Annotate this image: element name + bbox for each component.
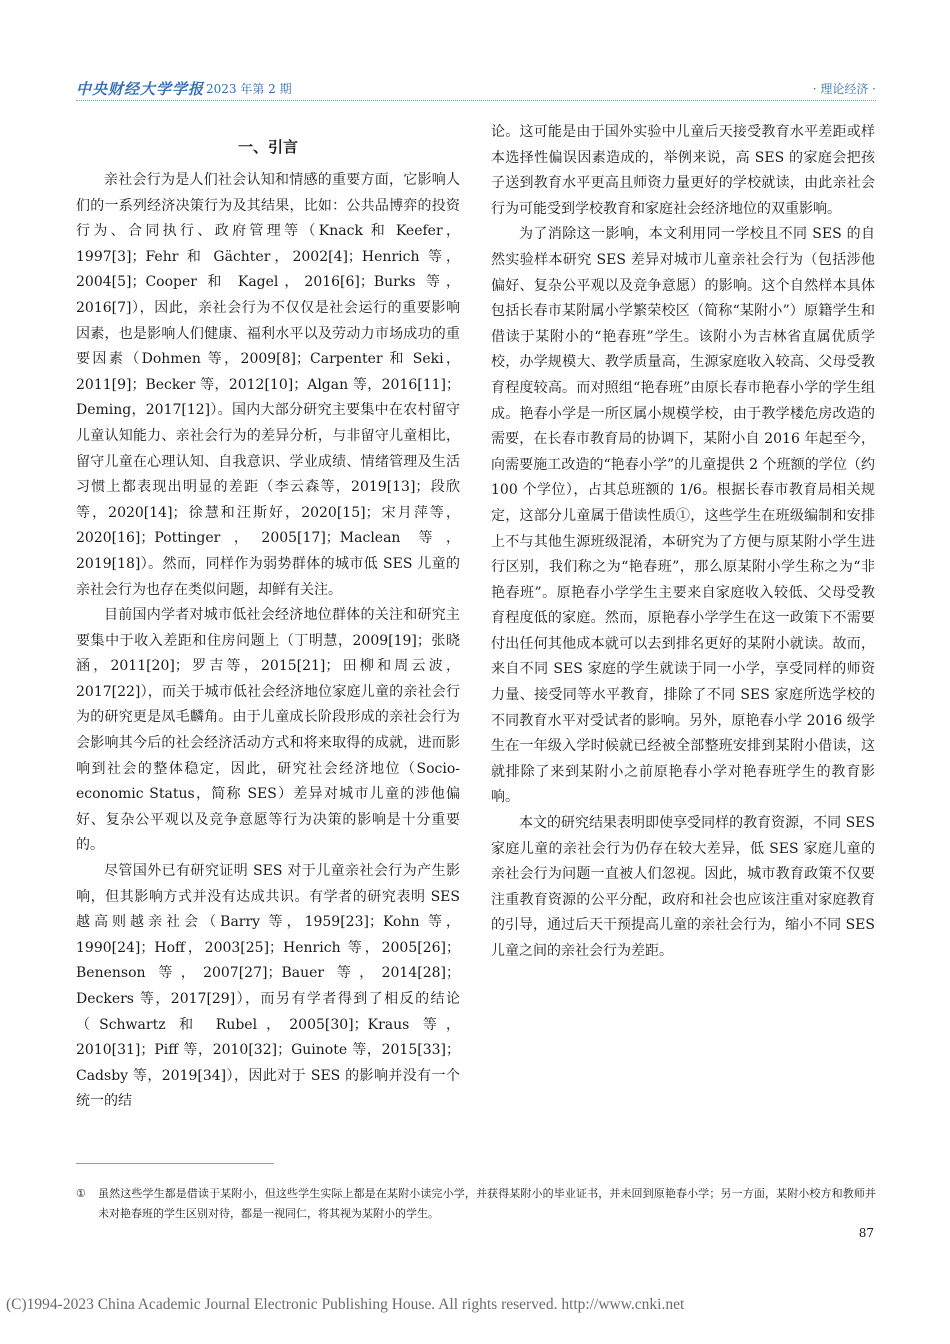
copyright-line: (C)1994-2023 China Academic Journal Electronic Publishing House. All rights reserved. http://www.cnki.net — [6, 1296, 685, 1313]
running-header — [76, 78, 876, 96]
footnote-rule — [76, 1163, 274, 1164]
left-column — [76, 120, 460, 1115]
paragraph: 尽管国外已有研究证明 SES 对于儿童亲社会行为产生影响，但其影响方式并没有达成共识。有学者的研究表明 SES 越高则越亲社会（Barry 等，1959[23]；Kohn 等，1990[24]；Hoff，2003[25]；Henrich 等，2005[26]；Benenson 等，2007[27]；Bauer 等，2014[28]；Deckers 等，2017[29]），而另有学者得到了相反的结论（Schwartz 和 Rubel，2005[30]；Kraus 等，2010[31]；Piff 等，2010[32]；Guinote 等，2015[33]；Cadsby 等，2019[34]），因此对于 SES 的影响并没有一个统一的结 — [76, 863, 460, 1110]
header-rule — [76, 100, 876, 101]
paragraph: 为了消除这一影响，本文利用同一学校且不同 SES 的自然实验样本研究 SES 差异对城市儿童亲社会行为（包括涉他偏好、复杂公平观以及竞争意愿）的影响。这个自然样本具体包括长春市某附属小学繁荣校区（简称“某附小”）原籍学生和借读于某附小的“艳春班”学生。该附小为吉林省直属优质学校，办学规模大、教学质量高，生源家庭收入较高、父母受教育程度较高。而对照组“艳春班”由原长春市艳春小学的学生组成。艳春小学是一所区属小规模学校，由于教学楼危房改造的需要，在长春市教育局的协调下，某附小自 2016 年起至今，向需要施工改造的“艳春小学”的儿童提供 2 个班额的学位（约 100 个学位），占其总班额的 1/6。根据长春市教育局相关规定，这部分儿童属于借读性质①，这些学生在班级编制和安排上不与其他生源班级混淆，本研究为了方便与原某附小学生进行区别，我们称之为“艳春班”，那么原某附小学生称之为“非艳春班”。原艳春小学学生主要来自家庭收入较低、父母受教育程度低的家庭。然而，原艳春小学学生在这一政策下不需要付出任何其他成本就可以去到排名更好的某附小就读。故而，来自不同 SES 家庭的学生就读于同一小学，享受同样的师资力量、接受同等水平教育，排除了不同 SES 家庭所选学校的不同教育水平对受试者的影响。另外，原艳春小学 2016 级学生在一年级入学时候就已经被全部整班安排到某附小借读，这就排除了来到某附小之前原艳春小学对艳春班学生的教育影响。 — [491, 226, 875, 806]
section-title: 一、引言 — [237, 138, 298, 156]
page-number: 87 — [858, 1226, 874, 1240]
journal-name: 中央财经大学学报 — [76, 80, 205, 98]
paragraph-continuation: 论。这可能是由于国外实验中儿童后天接受教育水平差距或样本选择性偏误因素造成的，举例来说，高 SES 的家庭会把孩子送到教育水平更高且师资力量更好的学校就读，由此亲社会行为可能受到学校教育和家庭社会经济地位的双重影响。 — [491, 124, 875, 217]
right-column — [491, 120, 875, 965]
section-tag: · 理论经济 · — [812, 82, 876, 96]
footnote-text: 虽然这些学生都是借读于某附小，但这些学生实际上都是在某附小读完小学，并获得某附小的毕业证书，并未回到原艳春小学；另一方面，某附小校方和教师并未对艳春班的学生区别对待，都是一视同仁，将其视为某附小的学生。 — [98, 1187, 876, 1220]
footnote-mark: ① — [76, 1187, 86, 1200]
paragraph: 本文的研究结果表明即使享受同样的教育资源，不同 SES 家庭儿童的亲社会行为仍存在较大差异，低 SES 家庭儿童的亲社会行为问题一直被人们忽视。因此，城市教育政策不仅要注重教育资源的公平分配，政府和社会也应该注重对家庭教育的引导，通过后天干预提高儿童的亲社会行为，缩小不同 SES 儿童之间的亲社会行为差距。 — [491, 815, 875, 959]
paragraph: 目前国内学者对城市低社会经济地位群体的关注和研究主要集中于收入差距和住房问题上（丁明慧，2009[19]；张晓涵，2011[20]；罗吉等，2015[21]；田柳和周云波，2017[22]），而关于城市低社会经济地位家庭儿童的亲社会行为的研究更是凤毛麟角。由于儿童成长阶段形成的亲社会行为会影响其今后的社会经济活动方式和将来取得的成就，进而影响到社会的整体稳定，因此，研究社会经济地位（Socio-economic Status，简称 SES）差异对城市儿童的涉他偏好、复杂公平观以及竞争意愿等行为决策的影响是十分重要的。 — [76, 607, 460, 854]
issue-label: 2023 年第 2 期 — [206, 82, 292, 96]
footnote — [76, 1184, 876, 1224]
paragraph: 亲社会行为是人们社会认知和情感的重要方面，它影响人们的一系列经济决策行为及其结果，比如：公共品博弈的投资行为、合同执行、政府管理等（Knack 和 Keefer，1997[3]；Fehr 和 Gächter，2002[4]；Henrich 等，2004[5]；Cooper 和 Kagel，2016[6]；Burks 等，2016[7]），因此，亲社会行为不仅仅是社会运行的重要影响因素，也是影响人们健康、福利水平以及劳动力市场成功的重要因素（Dohmen 等，2009[8]；Carpenter 和 Seki，2011[9]；Becker 等，2012[10]；Algan 等，2016[11]；Deming，2017[12]）。国内大部分研究主要集中在农村留守儿童认知能力、亲社会行为的差异分析，与非留守儿童相比，留守儿童在心理认知、自我意识、学业成绩、情绪管理及生活习惯上都表现出明显的差距（李云森等，2019[13]；段欣等，2020[14]；徐慧和汪斯好，2020[15]；宋月萍等，2020[16]；Pottinger，2005[17]；Maclean 等，2019[18]）。然而，同样作为弱势群体的城市低 SES 儿童的亲社会行为也存在类似问题，却鲜有关注。 — [76, 172, 460, 598]
